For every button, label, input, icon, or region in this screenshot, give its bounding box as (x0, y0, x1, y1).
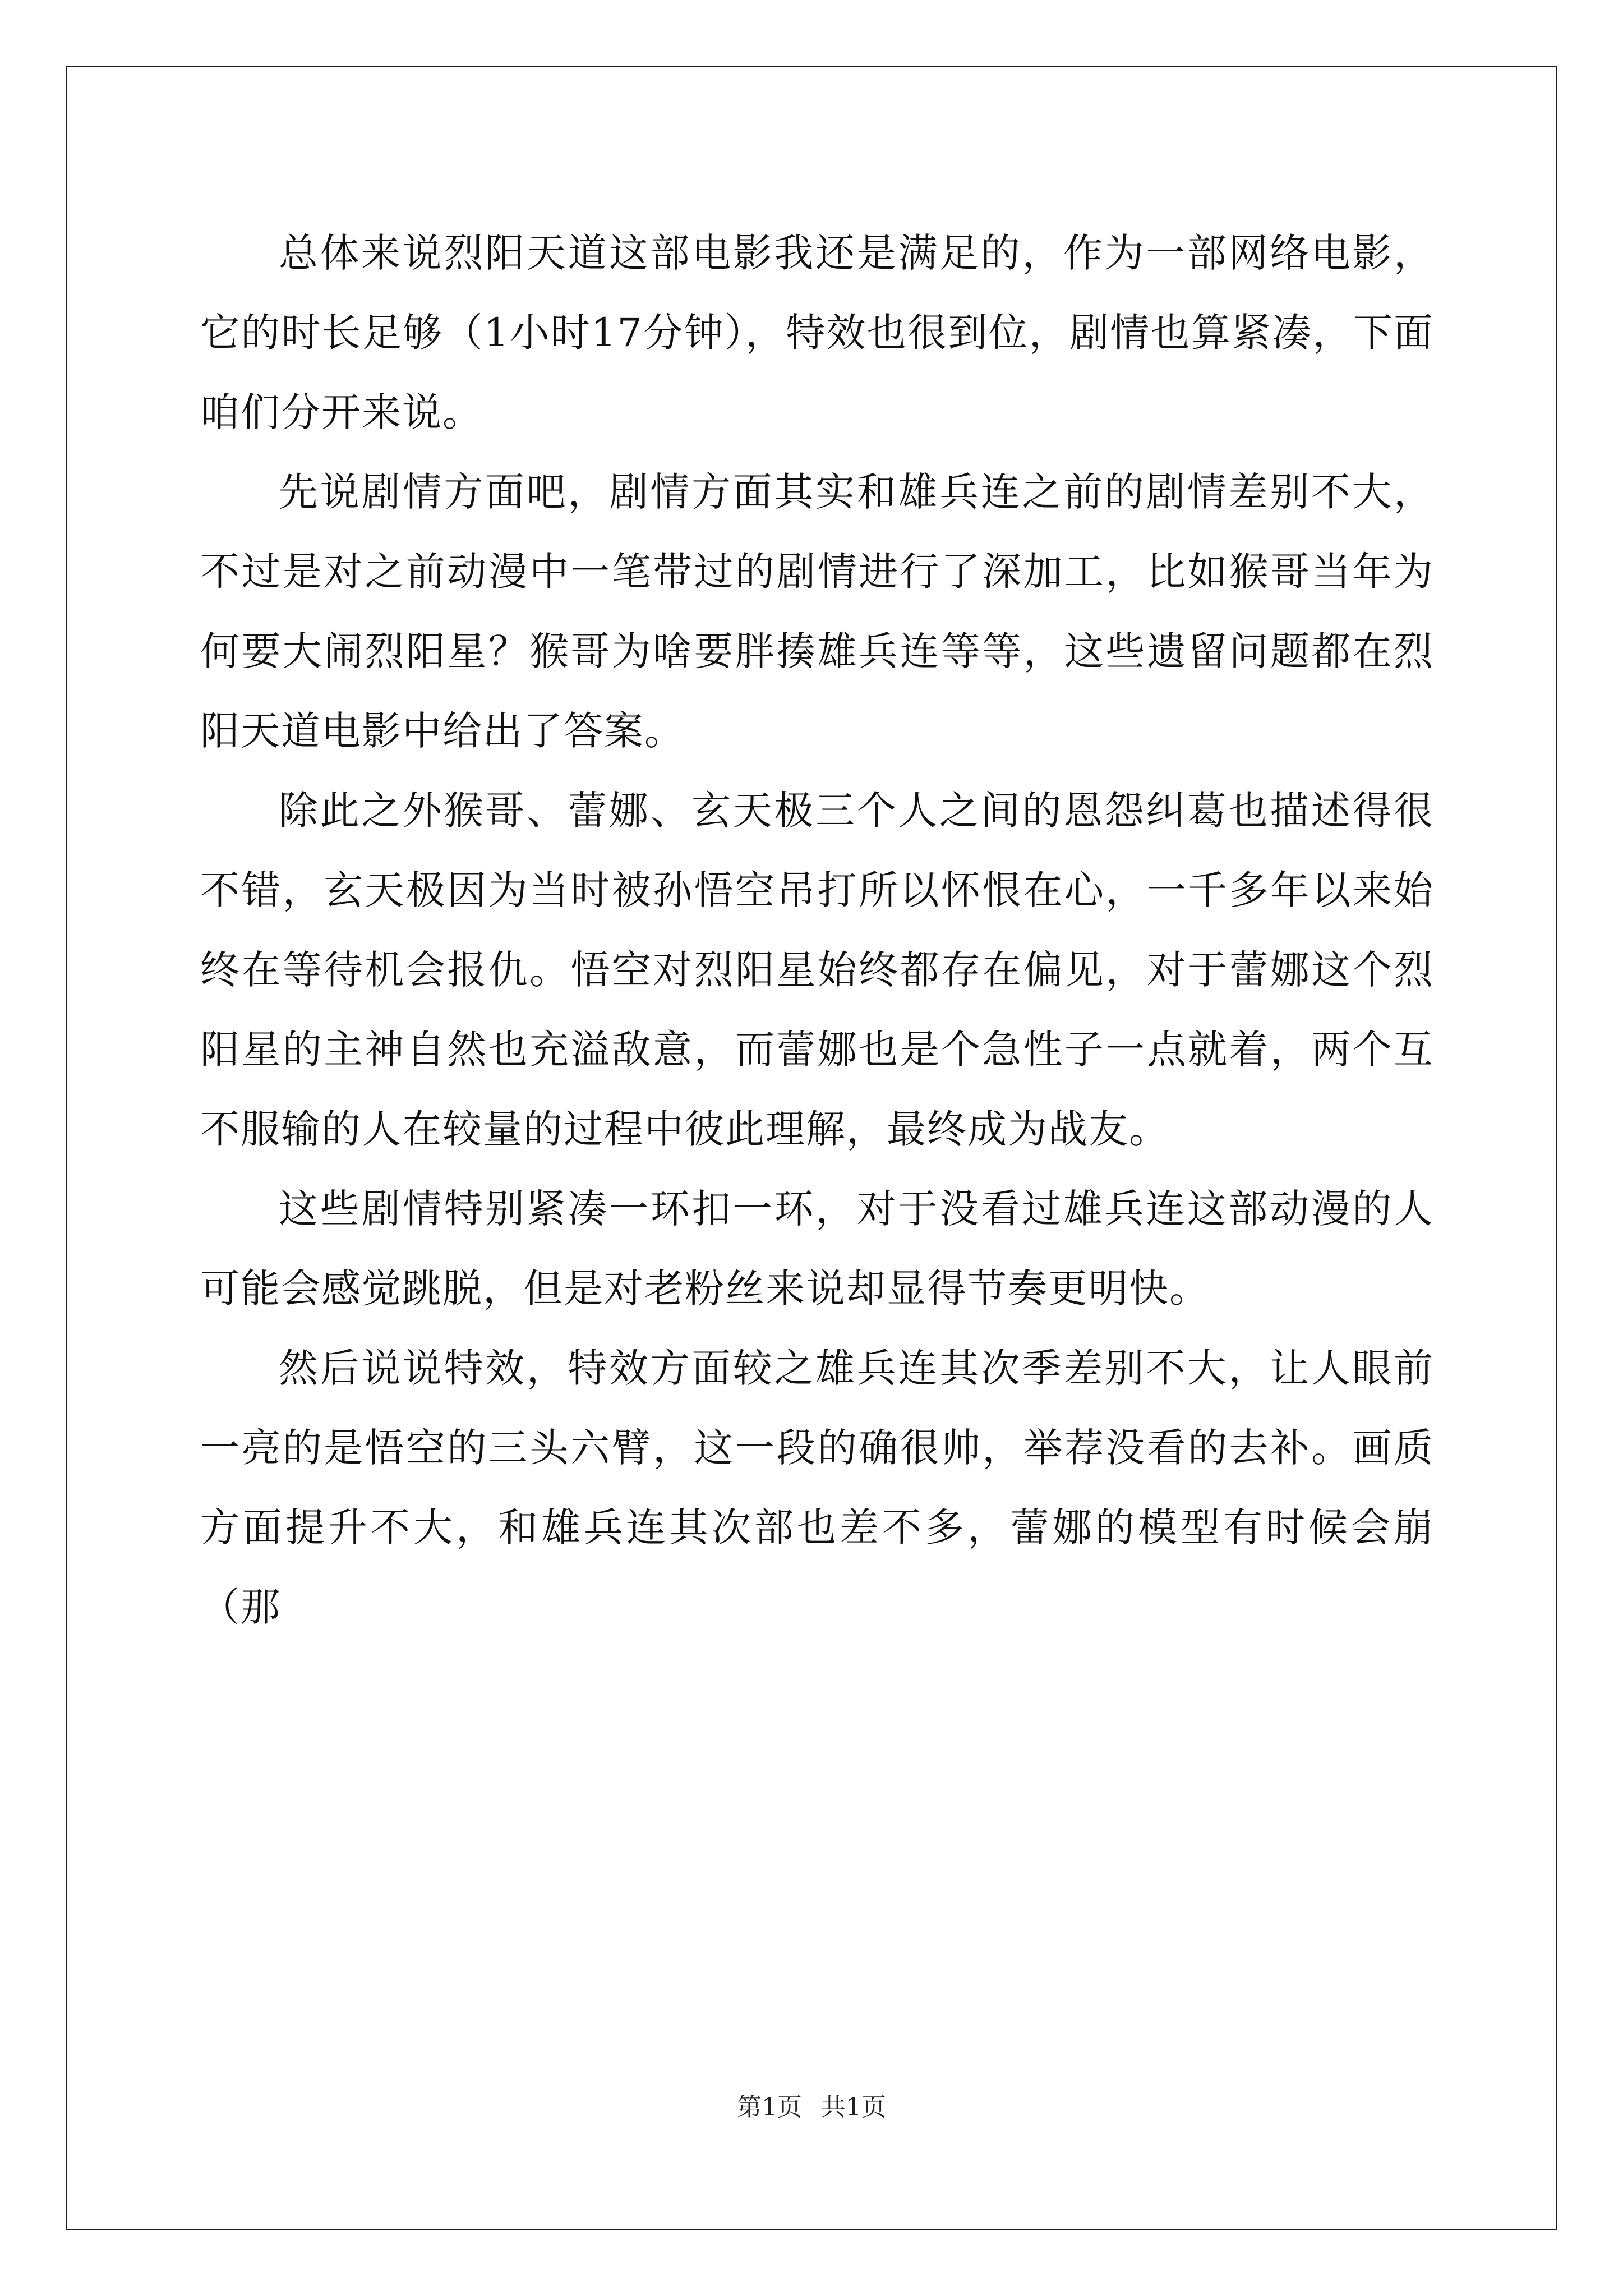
paragraph-4: 这些剧情特别紧凑一环扣一环，对于没看过雄兵连这部动漫的人可能会感觉跳脱，但是对老粉丝来说却显得节奏更明快。 (200, 1186, 1434, 1312)
page-number: 第1页 (737, 2093, 802, 2122)
page-footer (0, 2087, 1623, 2123)
paragraph-3: 除此之外猴哥、蕾娜、玄天极三个人之间的恩怨纠葛也描述得很不错，玄天极因为当时被孙悟空吊打所以怀恨在心，一千多年以来始终在等待机会报仇。悟空对烈阳星始终都存在偏见，对于蕾娜这个烈阳星的主神自然也充溢敌意，而蕾娜也是个急性子一点就着，两个互不服输的人在较量的过程中彼此理解，最终成为战友。 (200, 788, 1434, 1152)
paragraph-5: 然后说说特效，特效方面较之雄兵连其次季差别不大，让人眼前一亮的是悟空的三头六臂，这一段的确很帅，举荐没看的去补。画质方面提升不大，和雄兵连其次部也差不多，蕾娜的模型有时候会崩（那 (200, 1345, 1434, 1630)
page-total: 共1页 (821, 2093, 886, 2122)
paragraph-2: 先说剧情方面吧，剧情方面其实和雄兵连之前的剧情差别不大，不过是对之前动漫中一笔带过的剧情进行了深加工，比如猴哥当年为何要大闹烈阳星？猴哥为啥要胖揍雄兵连等等，这些遗留问题都在烈阳天道电影中给出了答案。 (200, 469, 1434, 754)
paragraph-1: 总体来说烈阳天道这部电影我还是满足的，作为一部网络电影，它的时长足够（1小时17分钟），特效也很到位，剧情也算紧凑，下面咱们分开来说。 (200, 230, 1434, 435)
document-body (200, 213, 1434, 1647)
